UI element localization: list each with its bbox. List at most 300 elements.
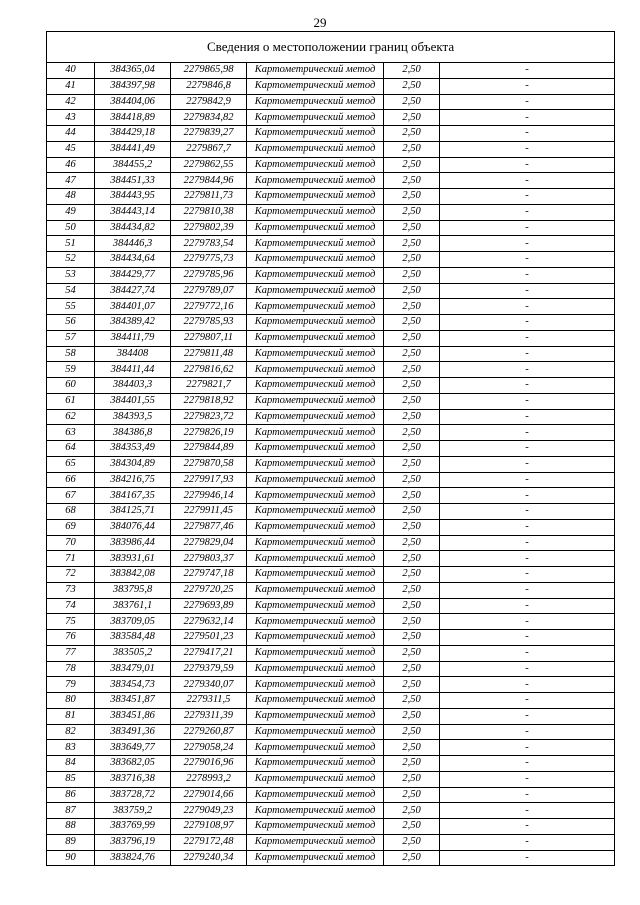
table-row (47, 740, 615, 756)
point-number-cell: 57 (47, 330, 95, 346)
y-coordinate-cell: 2279842,9 (171, 94, 247, 110)
method-cell: Картометрический метод (247, 283, 384, 299)
x-coordinate-cell: 383709,05 (95, 614, 171, 630)
x-coordinate-cell: 383451,87 (95, 693, 171, 709)
description-cell: - (440, 693, 615, 709)
table-row (47, 63, 615, 79)
accuracy-cell: 2,50 (384, 267, 440, 283)
method-cell: Картометрический метод (247, 157, 384, 173)
accuracy-cell: 2,50 (384, 850, 440, 866)
method-cell: Картометрический метод (247, 724, 384, 740)
accuracy-cell: 2,50 (384, 598, 440, 614)
y-coordinate-cell: 2279911,45 (171, 504, 247, 520)
x-coordinate-cell: 383584,48 (95, 630, 171, 646)
accuracy-cell: 2,50 (384, 582, 440, 598)
accuracy-cell: 2,50 (384, 252, 440, 268)
y-coordinate-cell: 2279417,21 (171, 645, 247, 661)
table-row (47, 834, 615, 850)
x-coordinate-cell: 384304,89 (95, 456, 171, 472)
x-coordinate-cell: 384429,18 (95, 126, 171, 142)
y-coordinate-cell: 2279870,58 (171, 456, 247, 472)
method-cell: Картометрический метод (247, 425, 384, 441)
description-cell: - (440, 299, 615, 315)
method-cell: Картометрический метод (247, 362, 384, 378)
x-coordinate-cell: 383491,36 (95, 724, 171, 740)
point-number-cell: 62 (47, 409, 95, 425)
table-row (47, 693, 615, 709)
method-cell: Картометрический метод (247, 598, 384, 614)
method-cell: Картометрический метод (247, 456, 384, 472)
point-number-cell: 56 (47, 315, 95, 331)
method-cell: Картометрический метод (247, 393, 384, 409)
description-cell: - (440, 850, 615, 866)
point-number-cell: 89 (47, 834, 95, 850)
y-coordinate-cell: 2279821,7 (171, 378, 247, 394)
point-number-cell: 45 (47, 141, 95, 157)
boundary-table (46, 31, 615, 866)
accuracy-cell: 2,50 (384, 677, 440, 693)
y-coordinate-cell: 2279693,89 (171, 598, 247, 614)
point-number-cell: 86 (47, 787, 95, 803)
accuracy-cell: 2,50 (384, 173, 440, 189)
y-coordinate-cell: 2279844,96 (171, 173, 247, 189)
accuracy-cell: 2,50 (384, 299, 440, 315)
point-number-cell: 55 (47, 299, 95, 315)
point-number-cell: 85 (47, 771, 95, 787)
description-cell: - (440, 157, 615, 173)
description-cell: - (440, 110, 615, 126)
description-cell: - (440, 567, 615, 583)
method-cell: Картометрический метод (247, 582, 384, 598)
accuracy-cell: 2,50 (384, 740, 440, 756)
description-cell: - (440, 787, 615, 803)
x-coordinate-cell: 384401,07 (95, 299, 171, 315)
table-row (47, 157, 615, 173)
method-cell: Картометрический метод (247, 252, 384, 268)
accuracy-cell: 2,50 (384, 614, 440, 630)
table-row (47, 724, 615, 740)
table-row (47, 346, 615, 362)
table-row (47, 204, 615, 220)
x-coordinate-cell: 384397,98 (95, 78, 171, 94)
y-coordinate-cell: 2279807,11 (171, 330, 247, 346)
table-row (47, 598, 615, 614)
description-cell: - (440, 819, 615, 835)
table-row (47, 661, 615, 677)
x-coordinate-cell: 384429,77 (95, 267, 171, 283)
description-cell: - (440, 519, 615, 535)
point-number-cell: 50 (47, 220, 95, 236)
table-row (47, 189, 615, 205)
x-coordinate-cell: 384455,2 (95, 157, 171, 173)
x-coordinate-cell: 383769,99 (95, 819, 171, 835)
point-number-cell: 41 (47, 78, 95, 94)
method-cell: Картометрический метод (247, 693, 384, 709)
point-number-cell: 60 (47, 378, 95, 394)
point-number-cell: 52 (47, 252, 95, 268)
y-coordinate-cell: 2279865,98 (171, 63, 247, 79)
y-coordinate-cell: 2279839,27 (171, 126, 247, 142)
table-row (47, 504, 615, 520)
x-coordinate-cell: 384434,82 (95, 220, 171, 236)
description-cell: - (440, 551, 615, 567)
table-row (47, 771, 615, 787)
method-cell: Картометрический метод (247, 535, 384, 551)
description-cell: - (440, 94, 615, 110)
table-row (47, 551, 615, 567)
y-coordinate-cell: 2279826,19 (171, 425, 247, 441)
accuracy-cell: 2,50 (384, 330, 440, 346)
y-coordinate-cell: 2279783,54 (171, 236, 247, 252)
table-body (47, 63, 615, 866)
table-row (47, 315, 615, 331)
x-coordinate-cell: 383795,8 (95, 582, 171, 598)
y-coordinate-cell: 2279240,34 (171, 850, 247, 866)
description-cell: - (440, 724, 615, 740)
table-row (47, 850, 615, 866)
point-number-cell: 48 (47, 189, 95, 205)
method-cell: Картометрический метод (247, 740, 384, 756)
accuracy-cell: 2,50 (384, 346, 440, 362)
point-number-cell: 68 (47, 504, 95, 520)
accuracy-cell: 2,50 (384, 94, 440, 110)
description-cell: - (440, 425, 615, 441)
table-row (47, 756, 615, 772)
y-coordinate-cell: 2279108,97 (171, 819, 247, 835)
method-cell: Картометрический метод (247, 771, 384, 787)
method-cell: Картометрический метод (247, 78, 384, 94)
description-cell: - (440, 78, 615, 94)
method-cell: Картометрический метод (247, 189, 384, 205)
point-number-cell: 47 (47, 173, 95, 189)
description-cell: - (440, 63, 615, 79)
y-coordinate-cell: 2279379,59 (171, 661, 247, 677)
point-number-cell: 71 (47, 551, 95, 567)
y-coordinate-cell: 2279811,73 (171, 189, 247, 205)
y-coordinate-cell: 2279311,5 (171, 693, 247, 709)
y-coordinate-cell: 2279818,92 (171, 393, 247, 409)
method-cell: Картометрический метод (247, 567, 384, 583)
description-cell: - (440, 141, 615, 157)
method-cell: Картометрический метод (247, 236, 384, 252)
accuracy-cell: 2,50 (384, 756, 440, 772)
accuracy-cell: 2,50 (384, 425, 440, 441)
description-cell: - (440, 630, 615, 646)
method-cell: Картометрический метод (247, 409, 384, 425)
y-coordinate-cell: 2279803,37 (171, 551, 247, 567)
point-number-cell: 75 (47, 614, 95, 630)
accuracy-cell: 2,50 (384, 519, 440, 535)
method-cell: Картометрический метод (247, 630, 384, 646)
method-cell: Картометрический метод (247, 441, 384, 457)
y-coordinate-cell: 2279810,38 (171, 204, 247, 220)
table-row (47, 378, 615, 394)
description-cell: - (440, 362, 615, 378)
method-cell: Картометрический метод (247, 519, 384, 535)
point-number-cell: 73 (47, 582, 95, 598)
x-coordinate-cell: 384446,3 (95, 236, 171, 252)
point-number-cell: 87 (47, 803, 95, 819)
accuracy-cell: 2,50 (384, 819, 440, 835)
description-cell: - (440, 614, 615, 630)
y-coordinate-cell: 2279862,55 (171, 157, 247, 173)
description-cell: - (440, 598, 615, 614)
accuracy-cell: 2,50 (384, 236, 440, 252)
description-cell: - (440, 315, 615, 331)
point-number-cell: 59 (47, 362, 95, 378)
point-number-cell: 43 (47, 110, 95, 126)
accuracy-cell: 2,50 (384, 551, 440, 567)
table-title: Сведения о местоположении границ объекта (47, 32, 615, 63)
x-coordinate-cell: 383759,2 (95, 803, 171, 819)
accuracy-cell: 2,50 (384, 661, 440, 677)
accuracy-cell: 2,50 (384, 441, 440, 457)
accuracy-cell: 2,50 (384, 693, 440, 709)
table-row (47, 330, 615, 346)
table-row (47, 94, 615, 110)
x-coordinate-cell: 384434,64 (95, 252, 171, 268)
x-coordinate-cell: 383761,1 (95, 598, 171, 614)
method-cell: Картометрический метод (247, 346, 384, 362)
description-cell: - (440, 535, 615, 551)
y-coordinate-cell: 2279877,46 (171, 519, 247, 535)
description-cell: - (440, 834, 615, 850)
accuracy-cell: 2,50 (384, 645, 440, 661)
point-number-cell: 61 (47, 393, 95, 409)
accuracy-cell: 2,50 (384, 567, 440, 583)
table-row (47, 787, 615, 803)
table-row (47, 708, 615, 724)
table-row (47, 456, 615, 472)
method-cell: Картометрический метод (247, 63, 384, 79)
table-row (47, 630, 615, 646)
x-coordinate-cell: 383682,05 (95, 756, 171, 772)
accuracy-cell: 2,50 (384, 393, 440, 409)
point-number-cell: 69 (47, 519, 95, 535)
point-number-cell: 54 (47, 283, 95, 299)
x-coordinate-cell: 383986,44 (95, 535, 171, 551)
table-row (47, 236, 615, 252)
description-cell: - (440, 504, 615, 520)
description-cell: - (440, 267, 615, 283)
table-row (47, 472, 615, 488)
point-number-cell: 76 (47, 630, 95, 646)
x-coordinate-cell: 383451,86 (95, 708, 171, 724)
point-number-cell: 51 (47, 236, 95, 252)
accuracy-cell: 2,50 (384, 472, 440, 488)
method-cell: Картометрический метод (247, 787, 384, 803)
accuracy-cell: 2,50 (384, 220, 440, 236)
y-coordinate-cell: 2279311,39 (171, 708, 247, 724)
y-coordinate-cell: 2279172,48 (171, 834, 247, 850)
method-cell: Картометрический метод (247, 677, 384, 693)
table-row (47, 535, 615, 551)
point-number-cell: 49 (47, 204, 95, 220)
description-cell: - (440, 330, 615, 346)
x-coordinate-cell: 383505,2 (95, 645, 171, 661)
x-coordinate-cell: 383824,76 (95, 850, 171, 866)
y-coordinate-cell: 2279917,93 (171, 472, 247, 488)
point-number-cell: 74 (47, 598, 95, 614)
accuracy-cell: 2,50 (384, 771, 440, 787)
method-cell: Картометрический метод (247, 661, 384, 677)
description-cell: - (440, 283, 615, 299)
accuracy-cell: 2,50 (384, 283, 440, 299)
accuracy-cell: 2,50 (384, 535, 440, 551)
x-coordinate-cell: 384216,75 (95, 472, 171, 488)
description-cell: - (440, 409, 615, 425)
y-coordinate-cell: 2278993,2 (171, 771, 247, 787)
description-cell: - (440, 677, 615, 693)
point-number-cell: 77 (47, 645, 95, 661)
point-number-cell: 82 (47, 724, 95, 740)
description-cell: - (440, 126, 615, 142)
x-coordinate-cell: 384389,42 (95, 315, 171, 331)
description-cell: - (440, 252, 615, 268)
description-cell: - (440, 204, 615, 220)
method-cell: Картометрический метод (247, 834, 384, 850)
method-cell: Картометрический метод (247, 204, 384, 220)
description-cell: - (440, 661, 615, 677)
point-number-cell: 80 (47, 693, 95, 709)
accuracy-cell: 2,50 (384, 110, 440, 126)
description-cell: - (440, 378, 615, 394)
table-row (47, 393, 615, 409)
point-number-cell: 84 (47, 756, 95, 772)
y-coordinate-cell: 2279340,07 (171, 677, 247, 693)
y-coordinate-cell: 2279720,25 (171, 582, 247, 598)
x-coordinate-cell: 384401,55 (95, 393, 171, 409)
method-cell: Картометрический метод (247, 220, 384, 236)
point-number-cell: 88 (47, 819, 95, 835)
x-coordinate-cell: 384451,33 (95, 173, 171, 189)
point-number-cell: 78 (47, 661, 95, 677)
description-cell: - (440, 645, 615, 661)
x-coordinate-cell: 384411,79 (95, 330, 171, 346)
point-number-cell: 90 (47, 850, 95, 866)
y-coordinate-cell: 2279834,82 (171, 110, 247, 126)
point-number-cell: 40 (47, 63, 95, 79)
y-coordinate-cell: 2279823,72 (171, 409, 247, 425)
method-cell: Картометрический метод (247, 551, 384, 567)
point-number-cell: 70 (47, 535, 95, 551)
x-coordinate-cell: 384427,74 (95, 283, 171, 299)
method-cell: Картометрический метод (247, 110, 384, 126)
accuracy-cell: 2,50 (384, 78, 440, 94)
description-cell: - (440, 236, 615, 252)
x-coordinate-cell: 384386,8 (95, 425, 171, 441)
accuracy-cell: 2,50 (384, 803, 440, 819)
x-coordinate-cell: 383649,77 (95, 740, 171, 756)
accuracy-cell: 2,50 (384, 488, 440, 504)
accuracy-cell: 2,50 (384, 630, 440, 646)
point-number-cell: 66 (47, 472, 95, 488)
method-cell: Картометрический метод (247, 614, 384, 630)
method-cell: Картометрический метод (247, 472, 384, 488)
method-cell: Картометрический метод (247, 819, 384, 835)
x-coordinate-cell: 384443,14 (95, 204, 171, 220)
y-coordinate-cell: 2279867,7 (171, 141, 247, 157)
y-coordinate-cell: 2279501,23 (171, 630, 247, 646)
x-coordinate-cell: 383454,73 (95, 677, 171, 693)
accuracy-cell: 2,50 (384, 157, 440, 173)
table-row (47, 362, 615, 378)
accuracy-cell: 2,50 (384, 708, 440, 724)
table-row (47, 677, 615, 693)
y-coordinate-cell: 2279802,39 (171, 220, 247, 236)
accuracy-cell: 2,50 (384, 362, 440, 378)
point-number-cell: 46 (47, 157, 95, 173)
accuracy-cell: 2,50 (384, 787, 440, 803)
method-cell: Картометрический метод (247, 488, 384, 504)
table-row (47, 488, 615, 504)
accuracy-cell: 2,50 (384, 126, 440, 142)
method-cell: Картометрический метод (247, 141, 384, 157)
accuracy-cell: 2,50 (384, 456, 440, 472)
description-cell: - (440, 173, 615, 189)
y-coordinate-cell: 2279775,73 (171, 252, 247, 268)
y-coordinate-cell: 2279789,07 (171, 283, 247, 299)
x-coordinate-cell: 383716,38 (95, 771, 171, 787)
table-row (47, 409, 615, 425)
accuracy-cell: 2,50 (384, 204, 440, 220)
table-row (47, 819, 615, 835)
point-number-cell: 63 (47, 425, 95, 441)
x-coordinate-cell: 383842,08 (95, 567, 171, 583)
point-number-cell: 79 (47, 677, 95, 693)
x-coordinate-cell: 384365,04 (95, 63, 171, 79)
description-cell: - (440, 708, 615, 724)
x-coordinate-cell: 384353,49 (95, 441, 171, 457)
table-row (47, 252, 615, 268)
table-row (47, 283, 615, 299)
description-cell: - (440, 346, 615, 362)
description-cell: - (440, 803, 615, 819)
x-coordinate-cell: 384167,35 (95, 488, 171, 504)
point-number-cell: 44 (47, 126, 95, 142)
description-cell: - (440, 456, 615, 472)
table-row (47, 519, 615, 535)
y-coordinate-cell: 2279260,87 (171, 724, 247, 740)
point-number-cell: 83 (47, 740, 95, 756)
method-cell: Картометрический метод (247, 756, 384, 772)
description-cell: - (440, 393, 615, 409)
y-coordinate-cell: 2279829,04 (171, 535, 247, 551)
method-cell: Картометрический метод (247, 708, 384, 724)
description-cell: - (440, 582, 615, 598)
table-row (47, 441, 615, 457)
method-cell: Картометрический метод (247, 803, 384, 819)
method-cell: Картометрический метод (247, 267, 384, 283)
page-number: 29 (313, 15, 327, 30)
table-row (47, 803, 615, 819)
accuracy-cell: 2,50 (384, 409, 440, 425)
description-cell: - (440, 472, 615, 488)
description-cell: - (440, 441, 615, 457)
method-cell: Картометрический метод (247, 378, 384, 394)
method-cell: Картометрический метод (247, 173, 384, 189)
x-coordinate-cell: 384404,06 (95, 94, 171, 110)
table-row (47, 425, 615, 441)
method-cell: Картометрический метод (247, 299, 384, 315)
point-number-cell: 65 (47, 456, 95, 472)
y-coordinate-cell: 2279016,96 (171, 756, 247, 772)
table-row (47, 614, 615, 630)
accuracy-cell: 2,50 (384, 141, 440, 157)
method-cell: Картометрический метод (247, 315, 384, 331)
y-coordinate-cell: 2279632,14 (171, 614, 247, 630)
point-number-cell: 72 (47, 567, 95, 583)
